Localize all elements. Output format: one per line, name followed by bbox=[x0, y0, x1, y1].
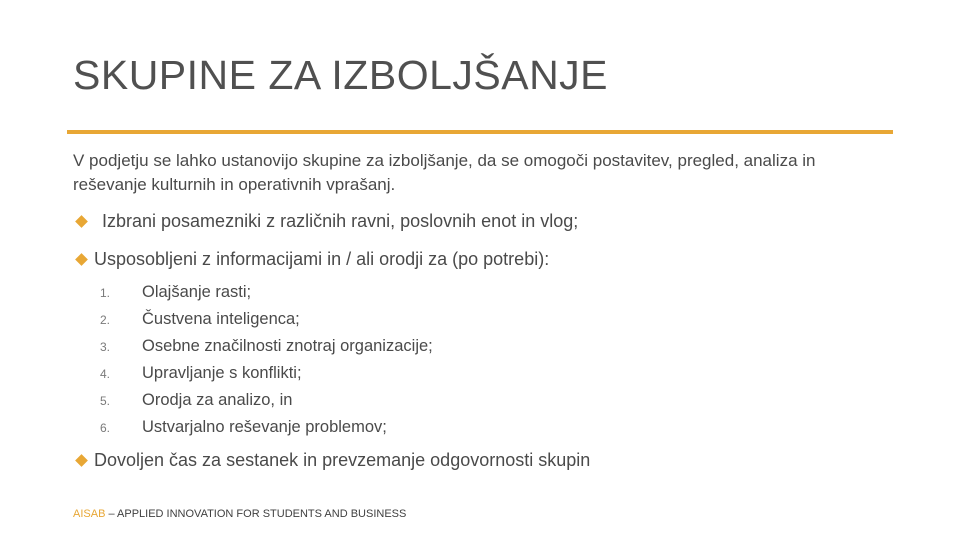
bullet-item bbox=[73, 211, 578, 232]
list-item-text: Čustvena inteligenca; bbox=[142, 310, 300, 328]
list-item bbox=[100, 387, 433, 414]
footer-brand: AISAB bbox=[73, 508, 106, 520]
list-number: 1. bbox=[100, 285, 111, 300]
list-item bbox=[100, 306, 433, 333]
diamond-bullet-icon bbox=[75, 215, 88, 228]
list-item-text: Orodja za analizo, in bbox=[142, 391, 293, 409]
list-number: 3. bbox=[100, 339, 111, 354]
list-number: 5. bbox=[100, 393, 111, 408]
intro-paragraph: V podjetju se lahko ustanovijo skupine za izboljšanje, da se omogoči postavitev, pregled, analiza in reševanje kulturnih in operativnih vprašanj. bbox=[73, 151, 816, 194]
list-item bbox=[100, 414, 433, 441]
bullet-text: Dovoljen čas za sestanek in prevzemanje odgovornosti skupin bbox=[94, 450, 591, 470]
footer-text: – APPLIED INNOVATION FOR STUDENTS AND BUSINESS bbox=[105, 508, 407, 520]
list-item bbox=[100, 333, 433, 360]
list-number: 6. bbox=[100, 420, 111, 435]
list-item bbox=[100, 360, 433, 387]
diamond-bullet-icon bbox=[75, 454, 88, 467]
list-item-text: Olajšanje rasti; bbox=[142, 283, 252, 301]
list-item-text: Ustvarjalno reševanje problemov; bbox=[142, 418, 387, 436]
bullet-item bbox=[73, 450, 590, 471]
list-item bbox=[100, 279, 433, 306]
bullet-item bbox=[73, 249, 549, 270]
diamond-bullet-icon bbox=[75, 253, 88, 266]
slide-title: SKUPINE ZA IZBOLJŠANJE bbox=[73, 52, 609, 98]
title-divider bbox=[67, 130, 893, 134]
bullet-text: Izbrani posamezniki z različnih ravni, poslovnih enot in vlog; bbox=[102, 211, 579, 231]
bullet-text: Usposobljeni z informacijami in / ali orodji za (po potrebi): bbox=[94, 249, 550, 269]
list-item-text: Osebne značilnosti znotraj organizacije; bbox=[142, 337, 433, 355]
list-item-text: Upravljanje s konflikti; bbox=[142, 364, 302, 382]
list-number: 2. bbox=[100, 312, 111, 327]
numbered-list bbox=[100, 279, 433, 441]
footer bbox=[73, 508, 406, 520]
list-number: 4. bbox=[100, 366, 111, 381]
